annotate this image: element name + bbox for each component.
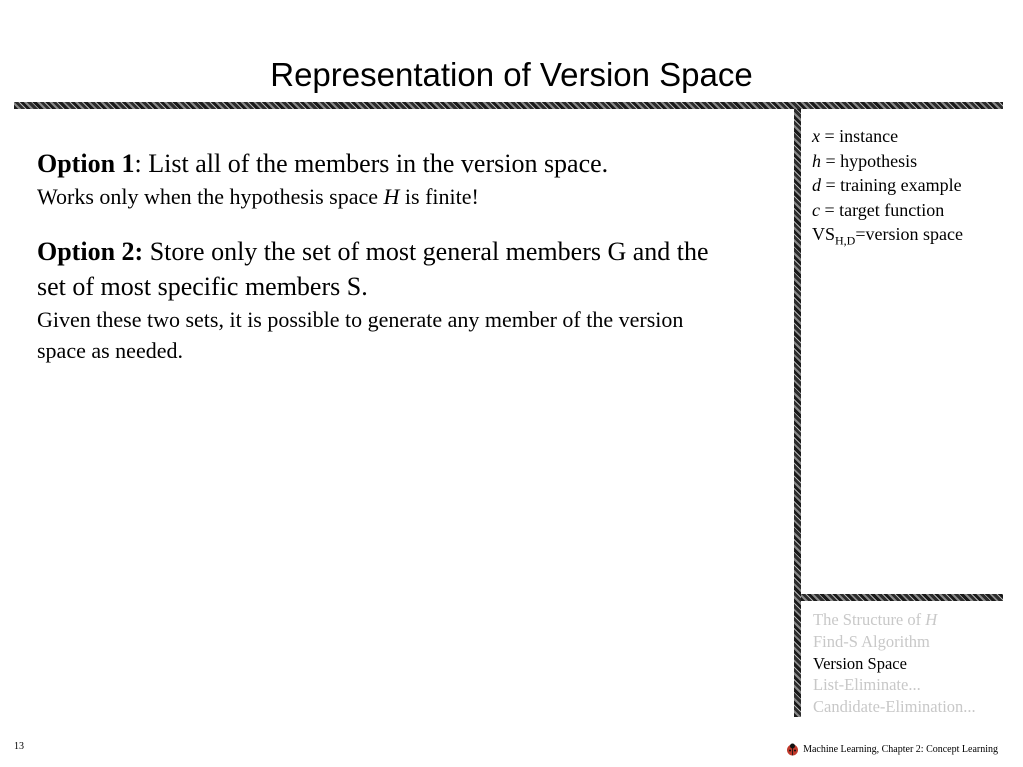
option2-label: Option 2: bbox=[37, 237, 144, 266]
option2-note: Given these two sets, it is possible to generate any member of the version space as needed. bbox=[37, 307, 684, 363]
ladybug-logo-icon bbox=[786, 743, 799, 756]
option1-text: : List all of the members in the version space. bbox=[134, 149, 609, 178]
legend-h: h = hypothesis bbox=[812, 150, 918, 171]
option1-line bbox=[37, 146, 777, 181]
footer-text: Machine Learning, Chapter 2: Concept Learning bbox=[803, 744, 998, 755]
nav-item-version-space[interactable]: Version Space bbox=[813, 653, 907, 673]
nav-item-candidate-elimination[interactable]: Candidate-Elimination... bbox=[813, 697, 976, 717]
side-divider bbox=[801, 594, 1003, 601]
nav-item-structure[interactable]: The Structure of H bbox=[813, 610, 938, 629]
option1-note-pre: Works only when the hypothesis space bbox=[37, 184, 384, 209]
page-number: 13 bbox=[14, 741, 24, 752]
legend-c: c = target function bbox=[812, 199, 945, 220]
footer bbox=[786, 743, 998, 756]
top-divider bbox=[14, 102, 1003, 109]
nav-item-find-s[interactable]: Find-S Algorithm bbox=[813, 631, 930, 651]
option1-note bbox=[37, 181, 777, 212]
vertical-divider bbox=[794, 109, 801, 717]
section-nav bbox=[813, 609, 976, 718]
main-content bbox=[37, 146, 777, 366]
notation-legend bbox=[812, 124, 963, 253]
option2-text: Store only the set of most general members G and the set of most specific members S. bbox=[37, 237, 709, 301]
legend-d: d = training example bbox=[812, 175, 962, 195]
option2-line bbox=[37, 234, 717, 304]
option1-note-post: is finite! bbox=[399, 184, 479, 209]
option1-note-var: H bbox=[383, 184, 400, 209]
legend-vs: $VS_{H,D}=version$ space bbox=[812, 224, 963, 248]
legend-x: x = instance bbox=[812, 126, 899, 146]
slide-title: Representation of Version Space bbox=[270, 56, 753, 93]
option1-label: Option 1 bbox=[37, 149, 135, 178]
nav-item-list-eliminate[interactable]: List-Eliminate... bbox=[813, 675, 921, 695]
